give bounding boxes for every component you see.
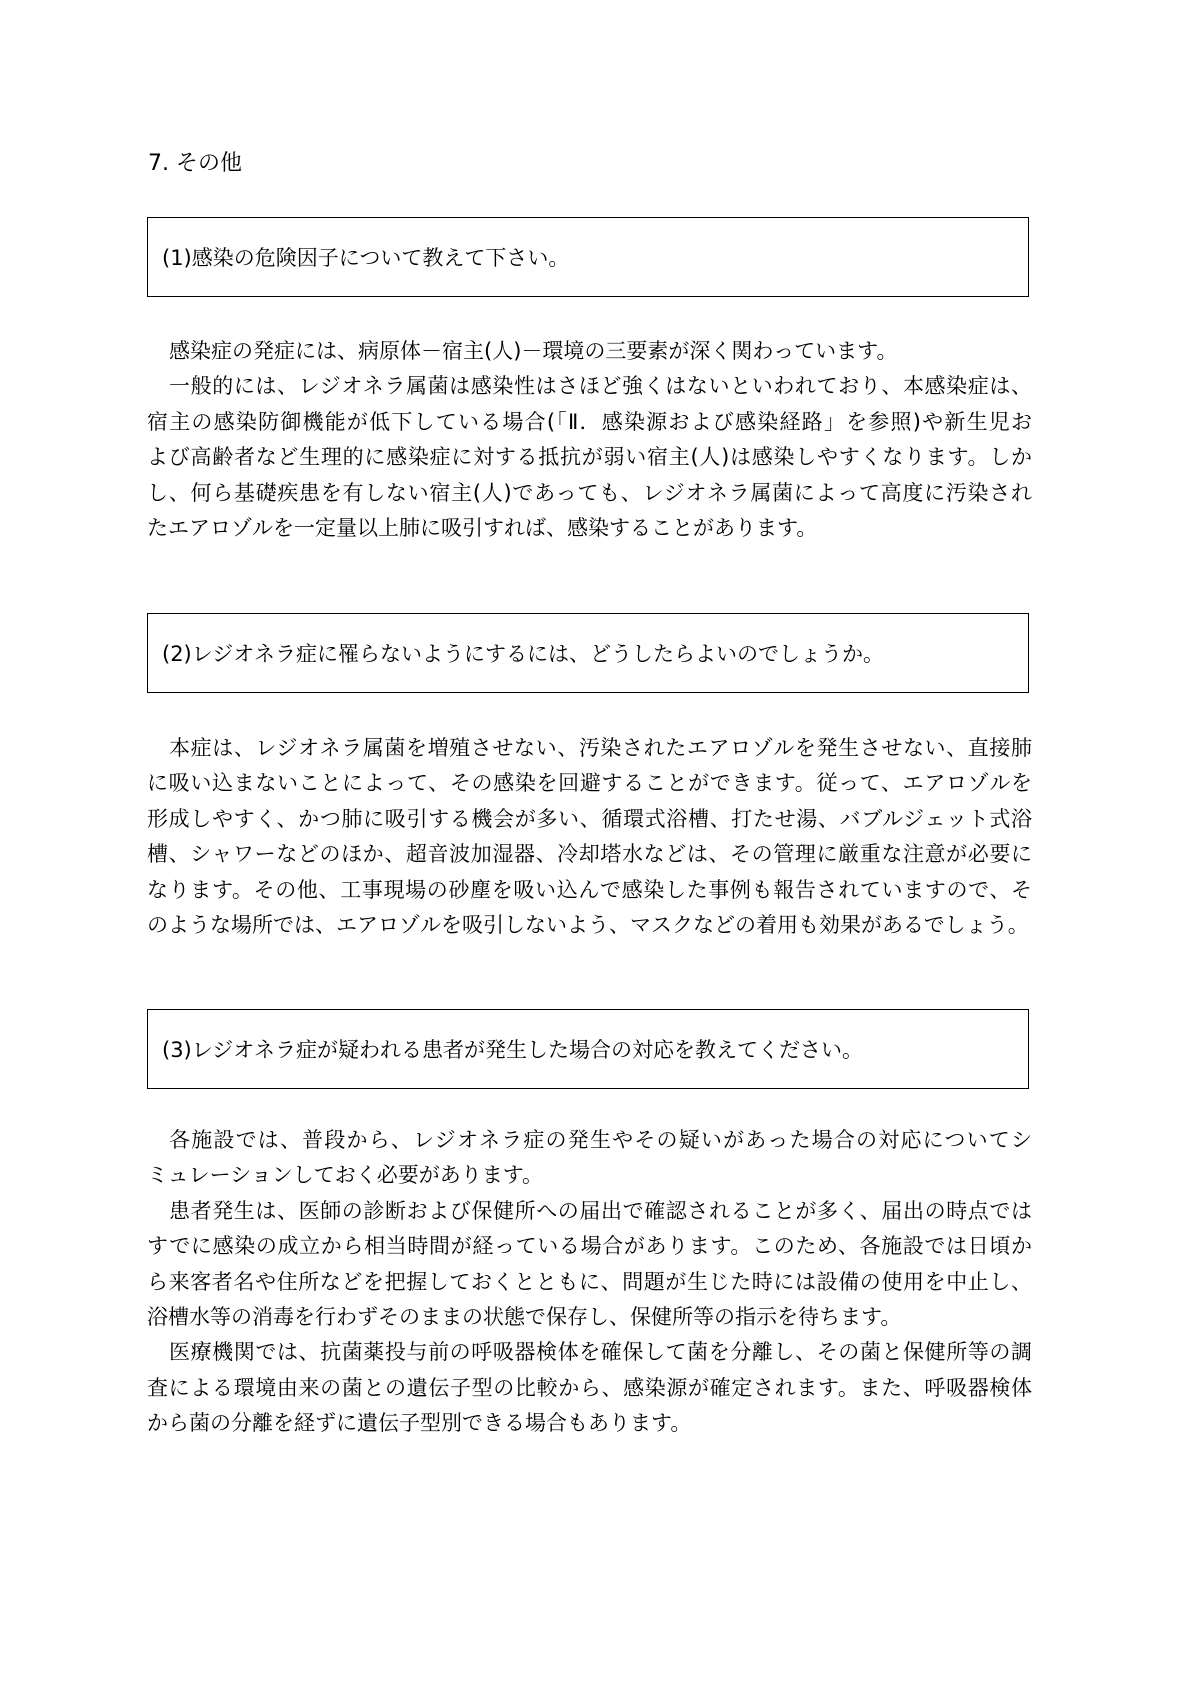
answer-2 [147,731,1032,943]
paragraph-line: 一般的には、レジオネラ属菌は感染性はさほど強くはないといわれており、本感染症は、 [169,374,1032,399]
paragraph-line: なります。その他、工事現場の砂塵を吸い込んで感染した事例も報告されていますので、そ [147,877,1032,902]
section-title: 7. その他 [148,151,242,176]
question-box-3 [147,1009,1029,1089]
paragraph-line: たエアロゾルを一定量以上肺に吸引すれば、感染することがあります。 [147,515,818,540]
paragraph-line: 患者発生は、医師の診断および保健所への届出で確認されることが多く、届出の時点では [169,1198,1032,1223]
paragraph-line: ら来客者名や住所などを把握しておくとともに、問題が生じた時には設備の使用を中止し、 [147,1269,1032,1294]
paragraph-line: し、何ら基礎疾患を有しない宿主(人)であっても、レジオネラ属菌によって高度に汚染され [147,480,1032,505]
answer-1 [147,334,1032,546]
question-text: (3)レジオネラ症が疑われる患者が発生した場合の対応を教えてください。 [162,1038,864,1062]
question-text: (2)レジオネラ症に罹らないようにするには、どうしたらよいのでしょうか。 [162,642,885,666]
paragraph-line: よび高齢者など生理的に感染症に対する抵抗が弱い宿主(人)は感染しやすくなります。しか [147,445,1032,470]
paragraph-line: 形成しやすく、かつ肺に吸引する機会が多い、循環式浴槽、打たせ湯、バブルジェット式浴 [147,806,1032,831]
paragraph-line: 槽、シャワーなどのほか、超音波加湿器、冷却塔水などは、その管理に厳重な注意が必要に [147,842,1032,867]
question-box-2 [147,613,1029,693]
paragraph-line: のような場所では、エアロゾルを吸引しないよう、マスクなどの着用も効果があるでしょう。 [147,912,1029,937]
paragraph-line: 感染症の発症には、病原体－宿主(人)－環境の三要素が深く関わっています。 [169,339,898,363]
paragraph-line: 査による環境由来の菌との遺伝子型の比較から、感染源が確定されます。また、呼吸器検体 [147,1375,1032,1400]
paragraph-line: 宿主の感染防御機能が低下している場合(「Ⅱ．感染源および感染経路」を参照)や新生児お [147,409,1032,434]
paragraph-line: 浴槽水等の消毒を行わずそのままの状態で保存し、保健所等の指示を待ちます。 [147,1304,902,1329]
paragraph-line: すでに感染の成立から相当時間が経っている場合があります。このため、各施設では日頃か [147,1234,1032,1259]
paragraph-line: 医療機関では、抗菌薬投与前の呼吸器検体を確保して菌を分離し、その菌と保健所等の調 [169,1340,1032,1365]
answer-3 [147,1123,1032,1442]
question-text: (1)感染の危険因子について教えて下さい。 [162,246,570,270]
paragraph-line: ミュレーションしておく必要があります。 [147,1163,544,1188]
paragraph-line: に吸い込まないことによって、その感染を回避することができます。従って、エアロゾルを [147,771,1032,796]
paragraph-line: から菌の分離を経ずに遺伝子型別できる場合もあります。 [147,1411,692,1436]
question-box-1 [147,217,1029,297]
paragraph-line: 本症は、レジオネラ属菌を増殖させない、汚染されたエアロゾルを発生させない、直接肺 [169,736,1032,760]
paragraph-line: 各施設では、普段から、レジオネラ症の発生やその疑いがあった場合の対応についてシ [169,1128,1032,1152]
